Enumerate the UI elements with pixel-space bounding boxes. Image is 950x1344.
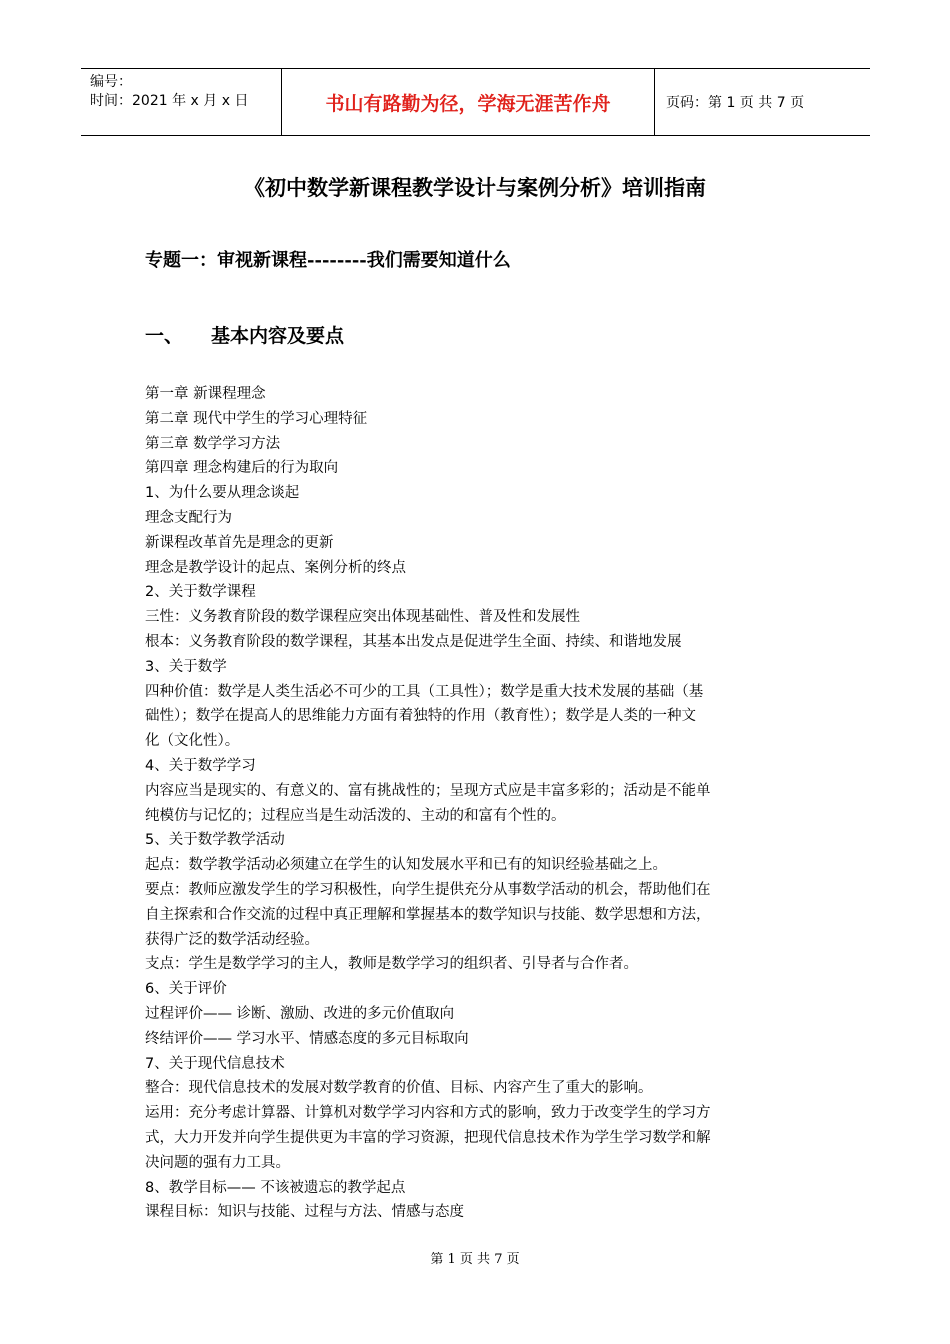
body-line: 获得广泛的数学活动经验。 <box>145 931 319 948</box>
body-line: 第一章 新课程理念 <box>145 386 266 402</box>
date-label: 时间：2021 年 x 月 x 日 <box>90 93 249 109</box>
body-line: 四种价值：数学是人类生活必不可少的工具（工具性）；数学是重大技术发展的基础（基 <box>145 683 704 700</box>
document-header <box>81 68 870 136</box>
body-line: 要点：教师应激发学生的学习积极性，向学生提供充分从事数学活动的机会，帮助他们在 <box>145 881 711 898</box>
body-line: 自主探索和合作交流的过程中真正理解和掌握基本的数学知识与技能、数学思想和方法， <box>145 906 711 923</box>
body-line: 运用：充分考虑计算器、计算机对数学学习内容和方式的影响，致力于改变学生的学习方 <box>145 1105 711 1122</box>
body-line: 理念是教学设计的起点、案例分析的终点 <box>145 559 406 576</box>
header-meta <box>81 69 282 135</box>
body-line: 新课程改革首先是理念的更新 <box>145 534 334 551</box>
list-heading: 7、关于现代信息技术 <box>145 1055 285 1072</box>
list-heading: 5、关于数学教学活动 <box>145 832 285 849</box>
body-line: 理念支配行为 <box>145 509 232 526</box>
list-heading: 2、关于数学课程 <box>145 584 256 601</box>
body-line: 决问题的强有力工具。 <box>145 1154 290 1171</box>
body-line: 整合：现代信息技术的发展对数学教育的价值、目标、内容产生了重大的影响。 <box>145 1080 653 1097</box>
list-heading: 6、关于评价 <box>145 981 227 998</box>
body-line: 支点：学生是数学学习的主人，教师是数学学习的组织者、引导者与合作者。 <box>145 956 638 973</box>
header-page-info: 页码：第 1 页 共 7 页 <box>666 95 805 111</box>
body-line: 终结评价—— 学习水平、情感态度的多元目标取向 <box>145 1030 469 1047</box>
body-line: 纯模仿与记忆的；过程应当是生动活泼的、主动的和富有个性的。 <box>145 807 566 824</box>
list-heading: 4、关于数学学习 <box>145 757 256 774</box>
header-motto: 书山有路勤为径，学海无涯苦作舟 <box>282 69 655 135</box>
body-line: 过程评价—— 诊断、激励、改进的多元价值取向 <box>145 1005 455 1022</box>
list-heading: 3、关于数学 <box>145 658 227 675</box>
body-line: 起点：数学教学活动必须建立在学生的认知发展水平和已有的知识经验基础之上。 <box>145 857 667 874</box>
section-heading <box>145 321 344 348</box>
body-line: 化（文化性）。 <box>145 733 240 750</box>
list-heading: 8、教学目标—— 不该被遗忘的教学起点 <box>145 1179 406 1196</box>
section-number: 一、 <box>145 325 184 347</box>
body-content <box>145 382 805 1225</box>
body-line: 课程目标：知识与技能、过程与方法、情感与态度 <box>145 1204 464 1221</box>
list-heading: 1、为什么要从理念谈起 <box>145 485 300 502</box>
body-line: 础性）；数学在提高人的思维能力方面有着独特的作用（教育性）；数学是人类的一种文 <box>145 708 696 725</box>
topic-heading: 专题一：审视新课程--------我们需要知道什么 <box>145 250 511 271</box>
body-line: 三性：义务教育阶段的数学课程应突出体现基础性、普及性和发展性 <box>145 609 580 626</box>
section-label: 基本内容及要点 <box>211 325 345 347</box>
page-footer: 第 1 页 共 7 页 <box>430 1252 520 1267</box>
body-line: 式，大力开发并向学生提供更为丰富的学习资源，把现代信息技术作为学生学习数学和解 <box>145 1129 711 1146</box>
body-line: 第二章 现代中学生的学习心理特征 <box>145 410 368 427</box>
document-title: 《初中数学新课程教学设计与案例分析》培训指南 <box>244 175 706 200</box>
number-label: 编号： <box>90 74 132 90</box>
body-line: 第三章 数学学习方法 <box>145 435 281 452</box>
body-line: 第四章 理念构建后的行为取向 <box>145 460 339 477</box>
body-line: 内容应当是现实的、有意义的、富有挑战性的；呈现方式应是丰富多彩的；活动是不能单 <box>145 782 711 799</box>
body-line: 根本：义务教育阶段的数学课程，其基本出发点是促进学生全面、持续、和谐地发展 <box>145 633 682 650</box>
